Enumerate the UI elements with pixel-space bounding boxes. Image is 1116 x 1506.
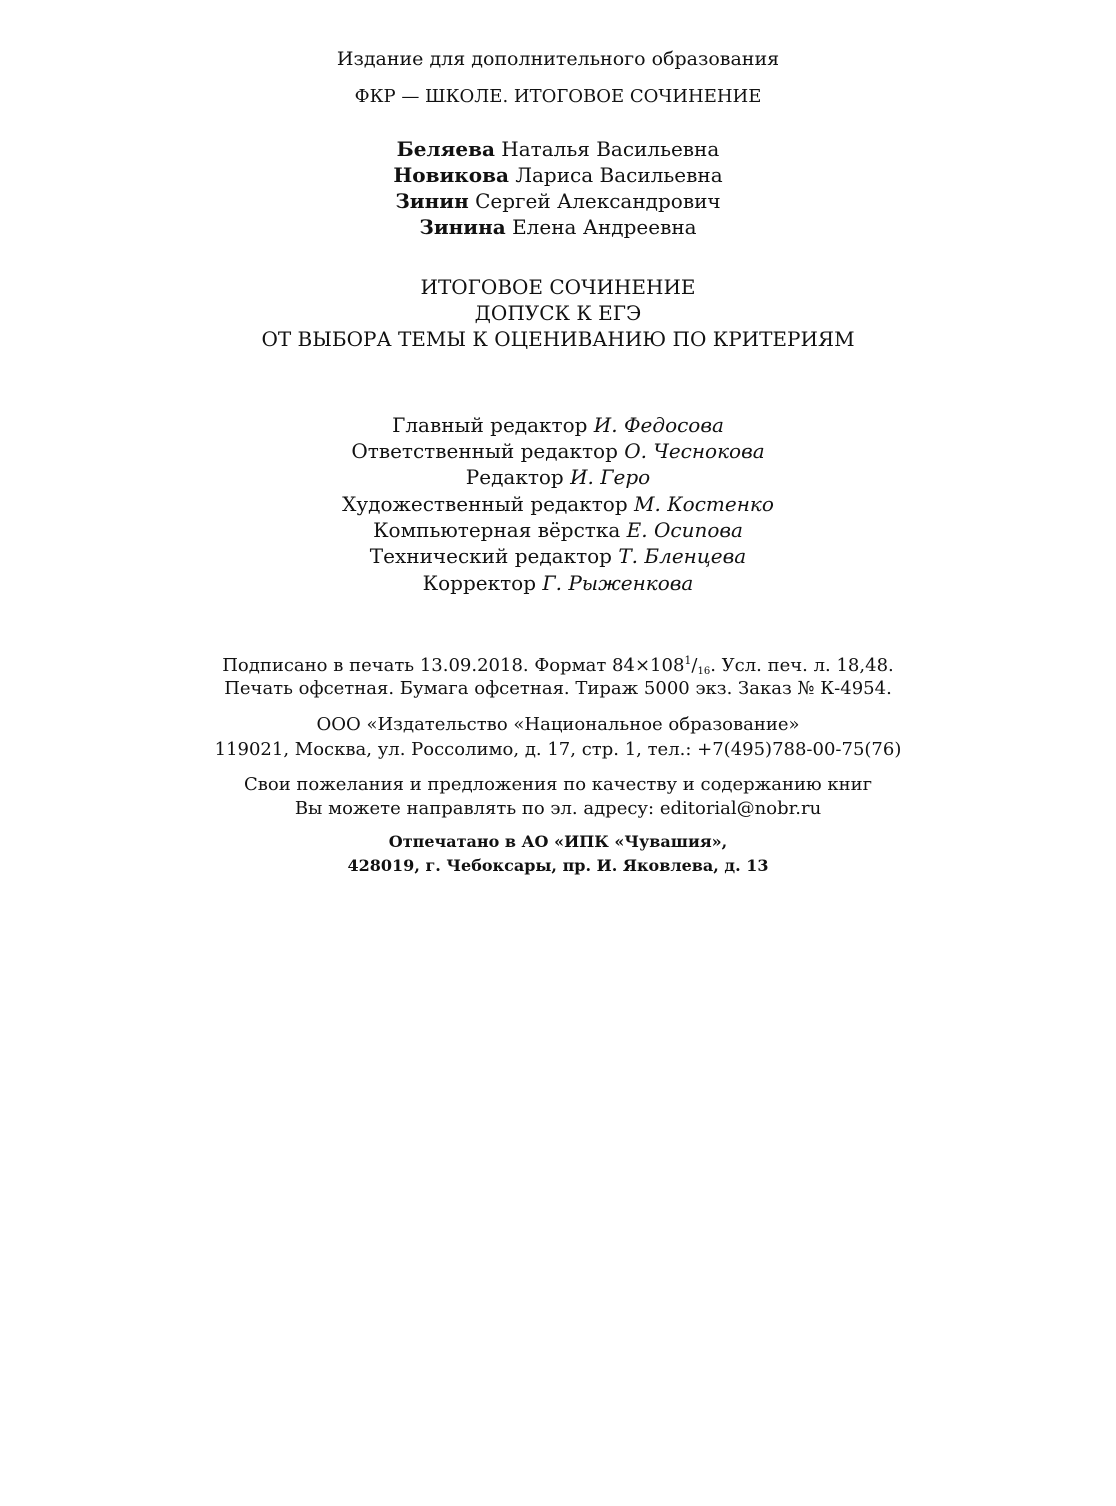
printer-line: Отпечатано в АО «ИПК «Чувашия», — [388, 832, 728, 851]
staff-person: Г. Рыженкова — [542, 571, 694, 595]
print-info-line — [0, 655, 1116, 677]
format-numerator: 1 — [684, 654, 692, 667]
author-surname: Новикова — [393, 163, 509, 187]
feedback-line: Свои пожелания и предложения по качеству и содержанию книг — [243, 774, 873, 795]
staff-line — [0, 494, 1116, 514]
title-line: ДОПУСК К ЕГЭ — [474, 301, 642, 325]
publisher-address: 119021, Москва, ул. Россолимо, д. 17, стр. 1, тел.: +7(495)788-00-75(76) — [214, 739, 902, 760]
staff-role: Корректор — [422, 571, 536, 595]
title-line: ИТОГОВОЕ СОЧИНЕНИЕ — [420, 275, 696, 299]
format-slash: / — [691, 655, 698, 676]
author-surname: Беляева — [396, 137, 495, 161]
staff-role: Редактор — [465, 465, 564, 489]
printer-line: 428019, г. Чебоксары, пр. И. Яковлева, д. 13 — [347, 856, 769, 875]
staff-person: М. Костенко — [634, 492, 774, 516]
author-name: Елена Андреевна — [512, 215, 697, 239]
staff-role: Ответственный редактор — [351, 439, 618, 463]
staff-role: Художественный редактор — [342, 492, 628, 516]
author-line — [0, 139, 1116, 159]
publisher-name: ООО «Издательство «Национальное образование» — [316, 714, 800, 735]
staff-line — [0, 415, 1116, 435]
staff-person: Т. Бленцева — [618, 544, 747, 568]
staff-role: Главный редактор — [392, 413, 588, 437]
author-surname: Зинин — [395, 189, 469, 213]
staff-line — [0, 520, 1116, 540]
author-name: Сергей Александрович — [475, 189, 721, 213]
author-line — [0, 191, 1116, 211]
title-line: ОТ ВЫБОРА ТЕМЫ К ОЦЕНИВАНИЮ ПО КРИТЕРИЯМ — [261, 327, 855, 351]
author-name: Наталья Васильевна — [501, 137, 720, 161]
print-info-text: Подписано в печать 13.09.2018. Формат 84×108 — [222, 655, 685, 676]
series-title: ФКР — ШКОЛЕ. ИТОГОВОЕ СОЧИНЕНИЕ — [354, 86, 762, 107]
staff-person: И. Геро — [570, 465, 651, 489]
feedback-line: Вы можете направлять по эл. адресу: editorial@nobr.ru — [294, 798, 822, 819]
print-info-line: Печать офсетная. Бумага офсетная. Тираж 5000 экз. Заказ № К-4954. — [224, 678, 892, 699]
author-line — [0, 217, 1116, 237]
staff-person: Е. Осипова — [626, 518, 743, 542]
staff-line — [0, 573, 1116, 593]
staff-line — [0, 546, 1116, 566]
staff-role: Технический редактор — [369, 544, 612, 568]
staff-role: Компьютерная вёрстка — [373, 518, 621, 542]
staff-person: И. Федосова — [593, 413, 724, 437]
staff-line — [0, 467, 1116, 487]
author-line — [0, 165, 1116, 185]
staff-person: О. Чеснокова — [624, 439, 765, 463]
author-name: Лариса Васильевна — [515, 163, 723, 187]
print-info-text: . Усл. печ. л. 18,48. — [710, 655, 894, 676]
format-denominator: 16 — [697, 666, 711, 677]
author-surname: Зинина — [419, 215, 506, 239]
staff-line — [0, 441, 1116, 461]
edition-type: Издание для дополнительного образования — [336, 48, 780, 70]
